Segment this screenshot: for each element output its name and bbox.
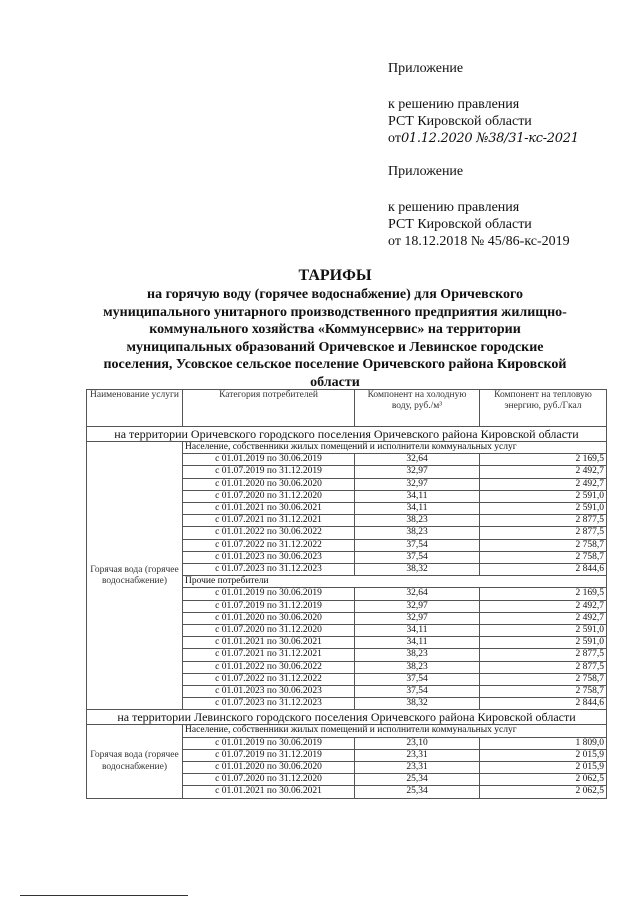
- cold-water-value: 23,31: [355, 762, 480, 774]
- heading-line: области: [310, 374, 360, 390]
- period-cell: с 01.07.2020 по 31.12.2020: [183, 774, 355, 786]
- category-row: [87, 442, 607, 454]
- cold-water-value: 34,11: [355, 625, 480, 637]
- period-cell: с 01.07.2019 по 31.12.2019: [183, 466, 355, 478]
- heat-energy-value: 2 591,0: [480, 490, 607, 502]
- heat-energy-value: 2 591,0: [480, 503, 607, 515]
- section-title: на территории Левинского городского поселения Оричевского района Кировской области: [87, 710, 607, 725]
- cold-water-value: 34,11: [355, 637, 480, 649]
- heat-energy-value: 2 492,7: [480, 466, 607, 478]
- header-category: Категория потребителей: [183, 390, 355, 427]
- header-heat-component: Компонент на тепловую энергию, руб./Гкал: [480, 390, 607, 427]
- cold-water-value: 32,64: [355, 588, 480, 600]
- period-cell: с 01.01.2021 по 30.06.2021: [183, 503, 355, 515]
- tariff-table: [86, 389, 607, 799]
- period-cell: с 01.01.2019 по 30.06.2019: [183, 737, 355, 749]
- cold-water-value: 37,54: [355, 539, 480, 551]
- cold-water-value: 32,97: [355, 466, 480, 478]
- appendix-current-title: Приложение: [388, 61, 464, 76]
- cold-water-value: 25,34: [355, 786, 480, 798]
- period-cell: с 01.07.2019 по 31.12.2019: [183, 600, 355, 612]
- cold-water-value: 25,34: [355, 774, 480, 786]
- section-row: [87, 427, 607, 442]
- period-cell: с 01.07.2020 по 31.12.2020: [183, 490, 355, 502]
- section-row: [87, 710, 607, 725]
- cold-water-value: 37,54: [355, 686, 480, 698]
- period-cell: с 01.07.2019 по 31.12.2019: [183, 749, 355, 761]
- period-cell: с 01.01.2023 по 30.06.2023: [183, 551, 355, 563]
- appendix-previous-title: Приложение: [388, 164, 464, 179]
- heat-energy-value: 2 844,6: [480, 564, 607, 576]
- cold-water-value: 32,97: [355, 612, 480, 624]
- cold-water-value: 37,54: [355, 673, 480, 685]
- handwritten-decision-number: 01.12.2020 №38/31-кс-2021: [400, 131, 579, 146]
- cold-water-value: 32,97: [355, 600, 480, 612]
- heat-energy-value: 2 758,7: [480, 673, 607, 685]
- cold-water-value: 38,23: [355, 527, 480, 539]
- appendix-previous-line1: к решению правления: [388, 200, 520, 215]
- appendix-current-line2: РСТ Кировской области: [388, 114, 532, 129]
- heat-energy-value: 2 758,7: [480, 539, 607, 551]
- heat-energy-value: 2 877,5: [480, 515, 607, 527]
- period-cell: с 01.01.2020 по 30.06.2020: [183, 612, 355, 624]
- service-name-cell: Горячая вода (горячее водоснабжение): [87, 725, 183, 798]
- heat-energy-value: 2 015,9: [480, 749, 607, 761]
- heat-energy-value: 2 591,0: [480, 637, 607, 649]
- period-cell: с 01.07.2021 по 31.12.2021: [183, 515, 355, 527]
- heat-energy-value: 1 809,0: [480, 737, 607, 749]
- appendix-current-prefix: от: [388, 131, 401, 146]
- tariff-table-body: [87, 427, 607, 799]
- document-heading: [70, 266, 600, 391]
- heading-line: муниципальных образований Оричевское и Левинское городские: [126, 339, 544, 355]
- cold-water-value: 38,32: [355, 698, 480, 710]
- cold-water-value: 37,54: [355, 551, 480, 563]
- category-row: [87, 725, 607, 737]
- cold-water-value: 23,31: [355, 749, 480, 761]
- cold-water-value: 34,11: [355, 503, 480, 515]
- heading-line: муниципального унитарного производственного предприятия жилищно-: [103, 304, 567, 320]
- footer-rule: [20, 895, 188, 896]
- period-cell: с 01.01.2020 по 30.06.2020: [183, 762, 355, 774]
- period-cell: с 01.07.2023 по 31.12.2023: [183, 564, 355, 576]
- heading-line: поселения, Усовское сельское поселение Оричевского района Кировской: [103, 357, 567, 372]
- heading-line: коммунального хозяйства «Коммунсервис» на территории: [149, 322, 521, 337]
- appendix-current-block: [388, 96, 579, 147]
- cold-water-value: 23,10: [355, 737, 480, 749]
- cold-water-value: 32,64: [355, 454, 480, 466]
- period-cell: с 01.01.2021 по 30.06.2021: [183, 637, 355, 649]
- table-header-row: [87, 390, 607, 427]
- period-cell: с 01.01.2023 по 30.06.2023: [183, 686, 355, 698]
- period-cell: с 01.01.2019 по 30.06.2019: [183, 588, 355, 600]
- period-cell: с 01.01.2020 по 30.06.2020: [183, 478, 355, 490]
- heat-energy-value: 2 492,7: [480, 612, 607, 624]
- heat-energy-value: 2 062,5: [480, 786, 607, 798]
- cold-water-value: 38,23: [355, 515, 480, 527]
- heat-energy-value: 2 758,7: [480, 686, 607, 698]
- period-cell: с 01.07.2022 по 31.12.2022: [183, 673, 355, 685]
- period-cell: с 01.07.2020 по 31.12.2020: [183, 625, 355, 637]
- heat-energy-value: 2 169,5: [480, 454, 607, 466]
- appendix-current-line3: [388, 130, 579, 147]
- period-cell: с 01.07.2023 по 31.12.2023: [183, 698, 355, 710]
- appendix-previous-block: [388, 199, 570, 250]
- appendix-current-line1: к решению правления: [388, 97, 520, 112]
- heat-energy-value: 2 591,0: [480, 625, 607, 637]
- heat-energy-value: 2 015,9: [480, 762, 607, 774]
- period-cell: с 01.01.2022 по 30.06.2022: [183, 527, 355, 539]
- heat-energy-value: 2 877,5: [480, 527, 607, 539]
- header-cold-component: Компонент на холодную воду, руб./м³: [355, 390, 480, 427]
- heat-energy-value: 2 062,5: [480, 774, 607, 786]
- category-cell: Население, собственники жилых помещений и исполнители коммунальных услуг: [183, 725, 607, 737]
- heat-energy-value: 2 492,7: [480, 478, 607, 490]
- heat-energy-value: 2 492,7: [480, 600, 607, 612]
- period-cell: с 01.07.2021 по 31.12.2021: [183, 649, 355, 661]
- period-cell: с 01.01.2019 по 30.06.2019: [183, 454, 355, 466]
- cold-water-value: 38,32: [355, 564, 480, 576]
- heat-energy-value: 2 169,5: [480, 588, 607, 600]
- cold-water-value: 38,23: [355, 649, 480, 661]
- heading-line: на горячую воду (горячее водоснабжение) для Оричевского: [147, 287, 523, 302]
- period-cell: с 01.07.2022 по 31.12.2022: [183, 539, 355, 551]
- header-service: Наименование услуги: [87, 390, 183, 427]
- service-name-cell: Горячая вода (горячее водоснабжение): [87, 442, 183, 710]
- appendix-previous-line2: РСТ Кировской области: [388, 217, 532, 232]
- category-cell: Прочие потребители: [183, 576, 607, 588]
- period-cell: с 01.01.2022 по 30.06.2022: [183, 661, 355, 673]
- heat-energy-value: 2 844,6: [480, 698, 607, 710]
- cold-water-value: 34,11: [355, 490, 480, 502]
- cold-water-value: 32,97: [355, 478, 480, 490]
- heat-energy-value: 2 877,5: [480, 661, 607, 673]
- period-cell: с 01.01.2021 по 30.06.2021: [183, 786, 355, 798]
- heat-energy-value: 2 877,5: [480, 649, 607, 661]
- cold-water-value: 38,23: [355, 661, 480, 673]
- heat-energy-value: 2 758,7: [480, 551, 607, 563]
- section-title: на территории Оричевского городского поселения Оричевского района Кировской области: [87, 427, 607, 442]
- document-title: ТАРИФЫ: [298, 267, 372, 284]
- category-cell: Население, собственники жилых помещений и исполнители коммунальных услуг: [183, 442, 607, 454]
- appendix-previous-line3: от 18.12.2018 № 45/86-кс-2019: [388, 234, 570, 249]
